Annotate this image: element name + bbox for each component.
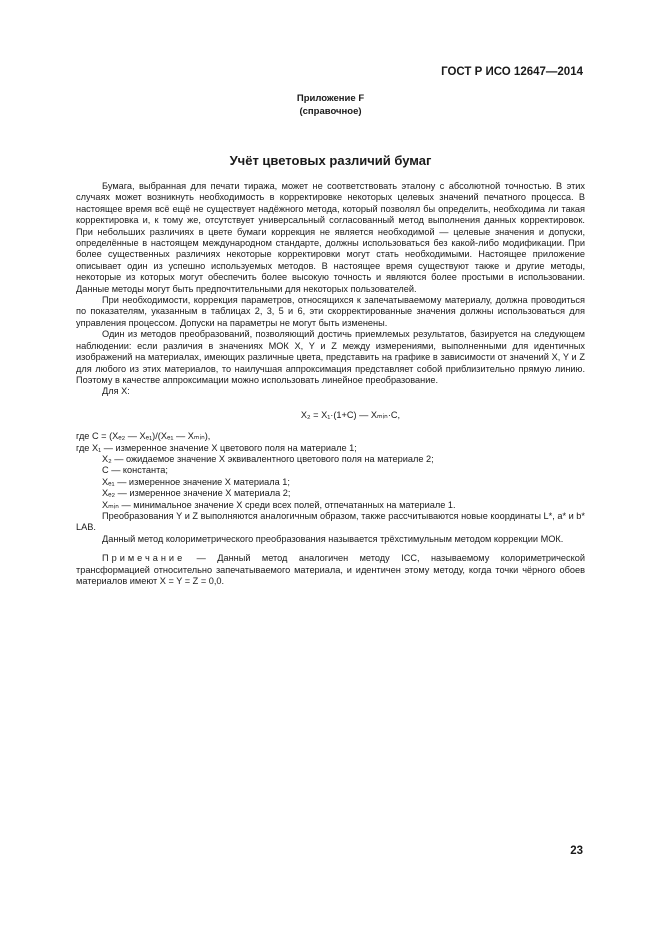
annex-kind: (справочное) <box>299 106 362 117</box>
annex-label: Приложение F <box>296 93 365 104</box>
note-text: — Данный метод аналогичен методу ICC, называемому колориметрической трансформацией относительно запечатываемого материала, и идентичен этому методу, когда точки чёрного обоев материалов имеют X = Y = Z = 0,0. <box>76 553 585 586</box>
paragraph-yz: Преобразования Y и Z выполняются аналогичным образом, также рассчитываются новые координаты L*, a* и b* LAB. <box>76 510 585 533</box>
paragraph-intro: Бумага, выбранная для печати тиража, может не соответствовать эталону с абсолютной точностью. В этих случаях может возникнуть необходимость в корректировке некоторых целевых значений печатного процесса. В настоящее время всё ещё не существует надёжного метода, который позволял бы определить, необходима ли такая корректировка и, к тому же, отсутствует универсальный согласованный метод выполнения данных корректировок. При небольших различиях в цвете бумаги коррекция не является необходимой — целевые значения и допуски, определённые в настоящем международном стандарте, должны использоваться без какой-либо модификации. При более существенных различиях некоторые корректировки могут стать необходимыми. Настоящее приложение описывает один из успешно используемых методов. В настоящее время существуют также и другие методы, некоторые из которых могут обеспечить более высокую точность и являются более простыми в использовании. Данные методы могут быть предпочтительными для некоторых пользователей. <box>76 181 585 294</box>
formula: X₂ = X₁·(1+C) — Xₘᵢₙ·C, <box>300 409 401 420</box>
page-title: Учёт цветовых различий бумаг <box>229 153 432 168</box>
definition-c: C — константа; <box>102 465 168 476</box>
standard-code: ГОСТ Р ИСО 12647—2014 <box>441 66 583 78</box>
where-c-line: где C = (Xₑ₂ — Xₑ₁)/(Xₑ₁ — Xₘᵢₙ), <box>76 431 211 442</box>
definition-xs1: Xₑ₁ — измеренное значение X материала 1; <box>102 476 290 487</box>
paragraph-method: Один из методов преобразований, позволяющий достичь приемлемых результатов, базируется на следующем наблюдении: если различия в значениях МОК X, Y и Z между измерениями, выполненными для идентичных изображений на материалах, имеющих различные цвета, представить на графике в зависимости от значений X, Y и Z для любого из этих материалов, то наилучшая аппроксимация представляет собой приблизительно прямую линию. Поэтому в качестве аппроксимации можно использовать линейное преобразование. <box>76 329 585 385</box>
for-x-label: Для X: <box>102 386 130 397</box>
document-body <box>76 181 585 587</box>
definition-xs2: Xₑ₂ — измеренное значение X материала 2; <box>102 488 291 499</box>
definition-x2: X₂ — ожидаемое значение X эквивалентного цветового поля на материале 2; <box>102 453 434 464</box>
note-label: Примечание <box>102 553 186 564</box>
paragraph-correction: При необходимости, коррекция параметров, относящихся к запечатываемому материалу, должна проводиться по показателям, указанным в таблицах 2, 3, 5 и 6, эти скорректированные значения должны использоваться для управления процессом. Допуски на параметры не могут быть изменены. <box>76 295 585 328</box>
paragraph-method-name: Данный метод колориметрического преобразования называется трёхстимульным методом коррекции МОК. <box>102 533 564 544</box>
note <box>76 553 585 587</box>
definition-x1: где X₁ — измеренное значение X цветового поля на материале 1; <box>76 442 357 453</box>
definition-xmin: Xₘᵢₙ — минимальное значение X среди всех полей, отпечатанных на материале 1. <box>102 499 456 510</box>
page-number: 23 <box>570 845 583 857</box>
